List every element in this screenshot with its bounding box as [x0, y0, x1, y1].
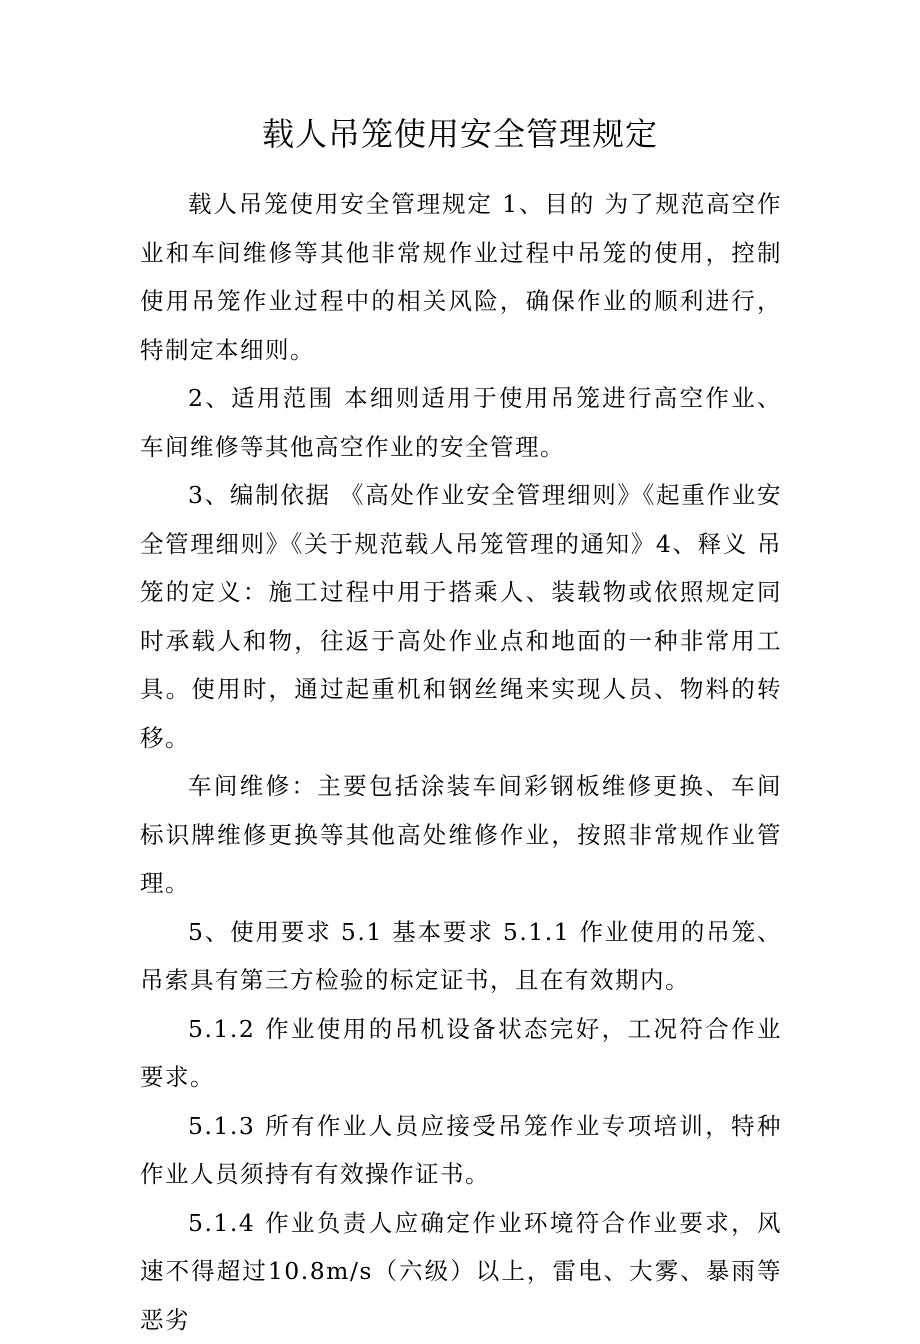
paragraph-requirement-5-1-1: 5、使用要求 5.1 基本要求 5.1.1 作业使用的吊笼、吊索具有第三方检验的标定证书，且在有效期内。	[140, 908, 782, 1005]
document-body	[140, 180, 782, 1344]
paragraph-basis-definitions: 3、编制依据 《高处作业安全管理细则》《起重作业安全管理细则》《关于规范载人吊笼管理的通知》4、释义 吊笼的定义：施工过程中用于搭乘人、装载物或依照规定同时承载人和物，往返于高处作业点和地面的一种非常用工具。使用时，通过起重机和钢丝绳来实现人员、物料的转移。	[140, 471, 782, 762]
paragraph-requirement-5-1-2: 5.1.2 作业使用的吊机设备状态完好，工况符合作业要求。	[140, 1005, 782, 1102]
paragraph-requirement-5-1-4: 5.1.4 作业负责人应确定作业环境符合作业要求，风速不得超过10.8m/s（六级）以上，雷电、大雾、暴雨等恶劣	[140, 1199, 782, 1344]
paragraph-scope: 2、适用范围 本细则适用于使用吊笼进行高空作业、车间维修等其他高空作业的安全管理。	[140, 374, 782, 471]
paragraph-workshop-maintenance: 车间维修：主要包括涂装车间彩钢板维修更换、车间标识牌维修更换等其他高处维修作业，按照非常规作业管理。	[140, 762, 782, 908]
paragraph-purpose: 载人吊笼使用安全管理规定 1、目的 为了规范高空作业和车间维修等其他非常规作业过程中吊笼的使用，控制使用吊笼作业过程中的相关风险，确保作业的顺利进行，特制定本细则。	[140, 180, 782, 374]
paragraph-requirement-5-1-3: 5.1.3 所有作业人员应接受吊笼作业专项培训，特种作业人员须持有有效操作证书。	[140, 1102, 782, 1199]
document-title: 载人吊笼使用安全管理规定	[0, 106, 920, 162]
